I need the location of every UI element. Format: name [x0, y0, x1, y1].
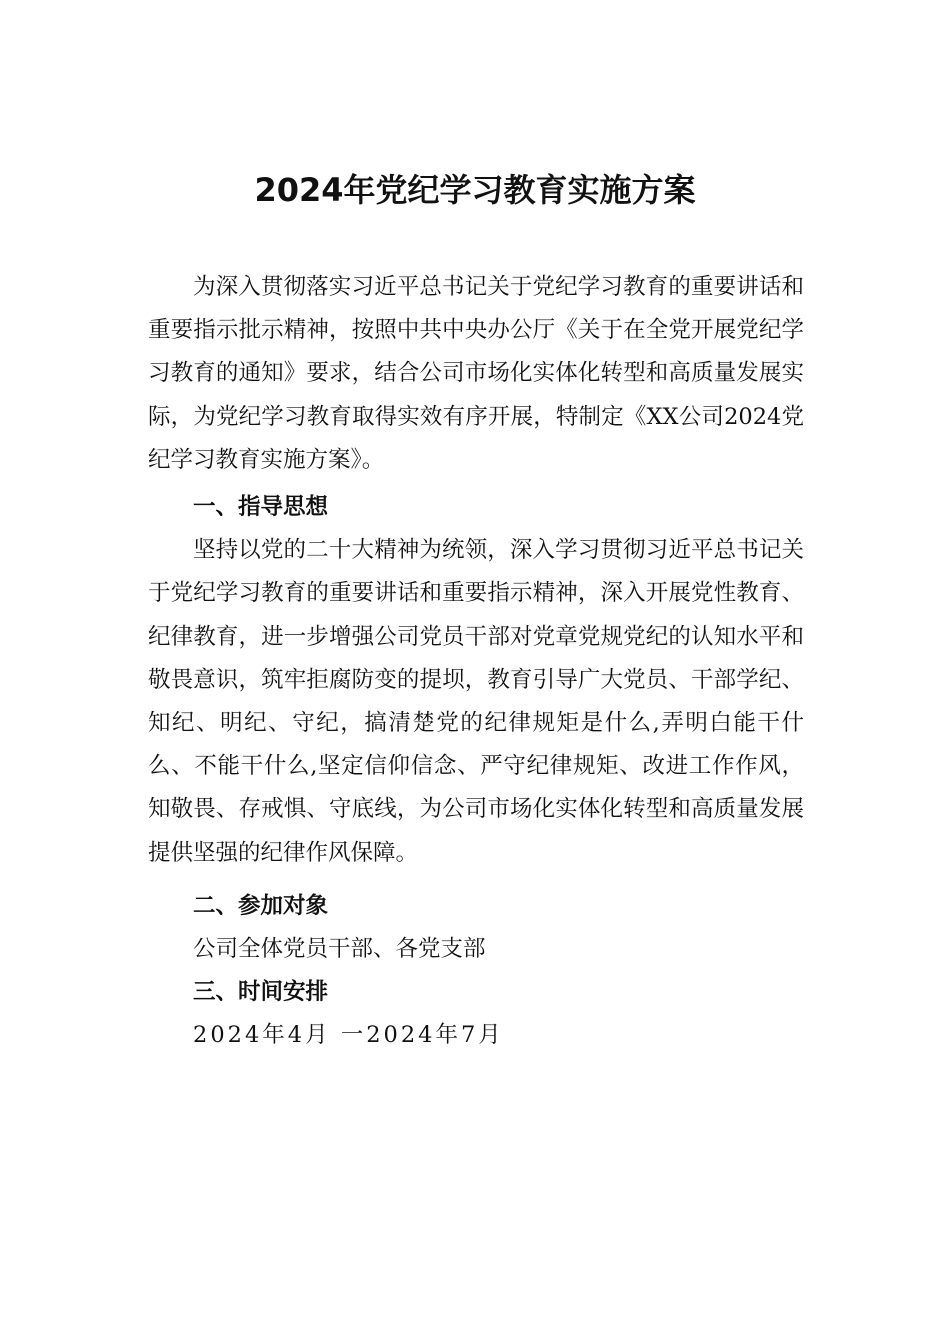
section-heading-participants: 二、参加对象	[193, 892, 329, 919]
section-content-schedule: 2024年4月 一2024年7月	[193, 1022, 504, 1049]
document-title: 2024年党纪学习教育实施方案	[254, 171, 696, 209]
intro-paragraph: 为深入贯彻落实习近平总书记关于党纪学习教育的重要讲话和重要指示批示精神，按照中共中央办公厅《关于在全党开展党纪学习教育的通知》要求，结合公司市场化实体化转型和高质量发展实际，为党纪学习教育取得实效有序开展，特制定《XX公司2024党纪学习教育实施方案》。	[148, 274, 804, 473]
section-content-participants: 公司全体党员干部、各党支部	[193, 936, 486, 963]
document-body	[148, 266, 804, 1058]
section-heading-schedule: 三、时间安排	[193, 979, 329, 1006]
section-content-guiding-thought: 坚持以党的二十大精神为统领，深入学习贯彻习近平总书记关于党纪学习教育的重要讲话和重要指示精神，深入开展党性教育、纪律教育，进一步增强公司党员干部对党章党规党纪的认知水平和敬畏意识，筑牢拒腐防变的提坝，教育引导广大党员、干部学纪、知纪、明纪、守纪，搞清楚党的纪律规矩是什么,弄明白能干什么、不能干什么,坚定信仰信念、严守纪律规矩、改进工作作风，知敬畏、存戒惧、守底线，为公司市场化实体化转型和高质量发展提供坚强的纪律作风保障。	[148, 537, 804, 866]
section-heading-guiding-thought: 一、指导思想	[193, 494, 329, 521]
